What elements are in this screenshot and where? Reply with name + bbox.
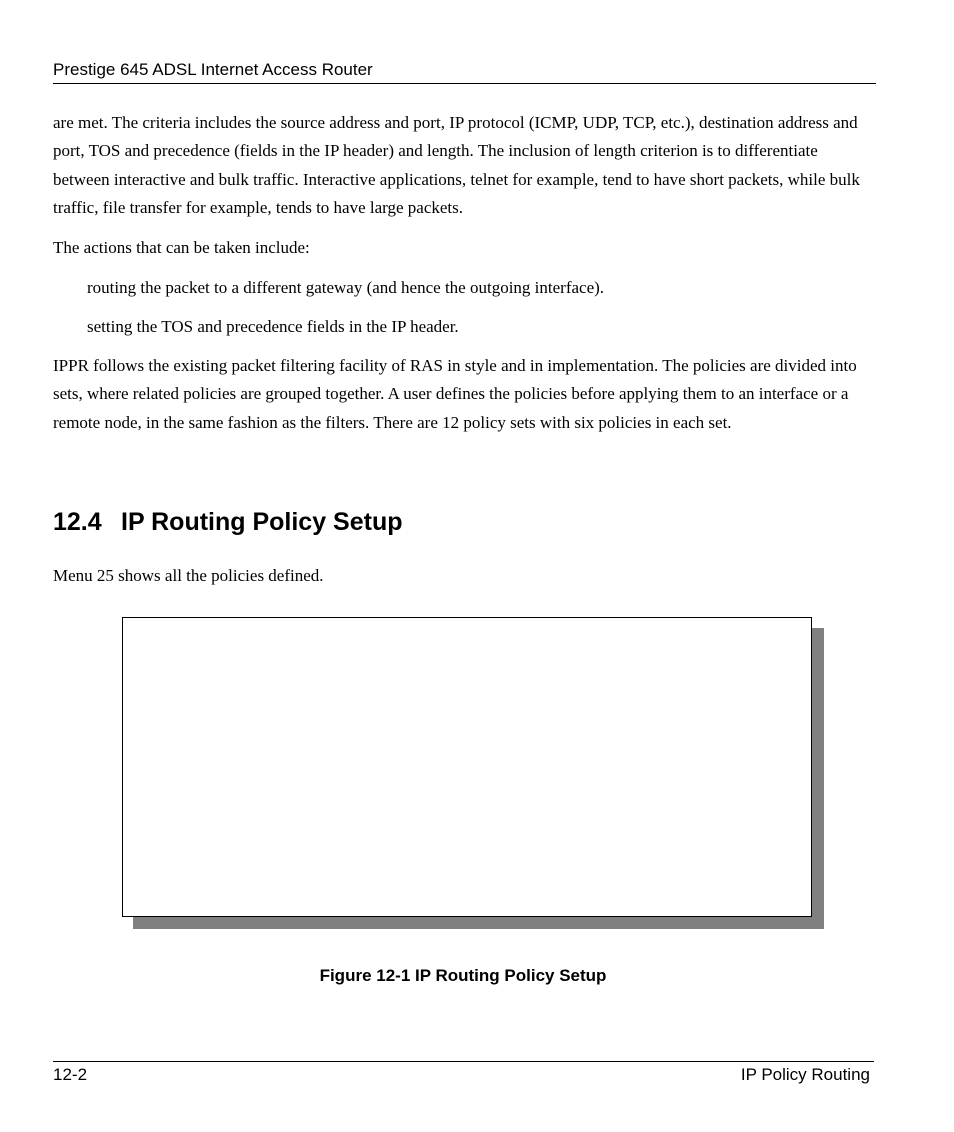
section-number: 12.4 [53,508,102,536]
action-item-tos: setting the TOS and precedence fields in the IP header. [87,317,459,336]
action-item-routing: routing the packet to a different gateway (and hence the outgoing interface). [87,278,605,297]
section-intro: Menu 25 shows all the policies defined. [53,566,324,585]
footer-divider [53,1061,874,1062]
actions-intro: The actions that can be taken include: [53,238,310,257]
footer-page-number: 12-2 [53,1065,88,1084]
body-paragraph-ippr: IPPR follows the existing packet filtering facility of RAS in style and in implementation. The policies are divided into sets, where related policies are grouped together. A user defines the policies before applying them to an interface or a remote node, in the same fashion as the filters. There are 12 policy sets with six policies in each set. [53,356,857,432]
page-header-title: Prestige 645 ADSL Internet Access Router [53,60,373,79]
footer-chapter-title: IP Policy Routing [740,1065,870,1084]
figure-caption: Figure 12-1 IP Routing Policy Setup [319,966,607,985]
section-heading [53,504,403,540]
header-divider [53,83,876,84]
section-title: IP Routing Policy Setup [121,508,403,536]
figure-screen-box [122,617,812,917]
body-paragraph-criteria: are met. The criteria includes the source address and port, IP protocol (ICMP, UDP, TCP, etc.), destination address and port, TOS and precedence (fields in the IP header) and length. The inclusion of length criterion is to differentiate between interactive and bulk traffic. Interactive applications, telnet for example, tend to have short packets, while bulk traffic, file transfer for example, tends to have large packets. [53,113,860,218]
